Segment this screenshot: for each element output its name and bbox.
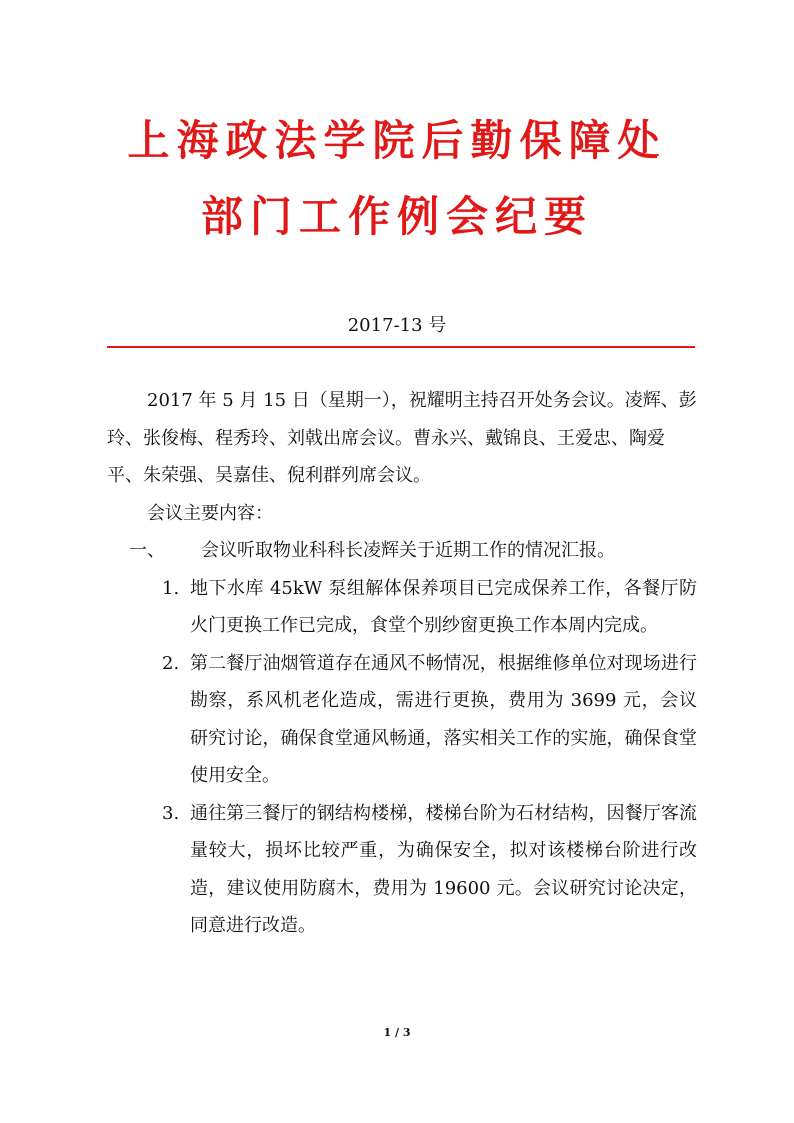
list-item xyxy=(107,795,697,945)
section-heading-text: 会议听取物业科科长凌辉关于近期工作的情况汇报。 xyxy=(201,540,615,561)
list-item xyxy=(107,645,697,795)
list-item-number: 2. xyxy=(162,652,180,674)
document-title-line-2: 部门工作例会纪要 xyxy=(200,192,593,241)
section-number: 一、 xyxy=(129,540,165,561)
page-indicator: 1 / 3 xyxy=(383,1026,411,1039)
list-item-number: 1. xyxy=(162,577,180,599)
document-number: 2017-13 号 xyxy=(347,315,447,336)
list-item xyxy=(107,570,697,645)
document-title-line-1: 上海政法学院后勤保障处 xyxy=(127,116,667,165)
red-divider-line xyxy=(107,346,695,348)
list-item-text: 第二餐厅油烟管道存在通风不畅情况，根据维修单位对现场进行勘察，系风机老化造成，需进行更换，费用为 3699 元，会议研究讨论，确保食堂通风畅通，落实相关工作的实施，确保食堂使用安全。 xyxy=(190,652,697,786)
main-content-label: 会议主要内容： xyxy=(147,502,273,524)
list-item-text: 地下水库 45kW 泵组解体保养项目已完成保养工作，各餐厅防火门更换工作已完成，食堂个别纱窗更换工作本周内完成。 xyxy=(190,577,697,636)
intro-paragraph: 2017 年 5 月 15 日（星期一），祝耀明主持召开处务会议。凌辉、彭玲、张俊梅、程秀玲、刘戟出席会议。曹永兴、戴锦良、王爱忠、陶爱平、朱荣强、吴嘉佳、倪利群列席会议。 xyxy=(107,390,697,486)
list-item-text: 通往第三餐厅的钢结构楼梯，楼梯台阶为石材结构，因餐厅客流量较大，损坏比较严重，为确保安全，拟对该楼梯台阶进行改造，建议使用防腐木，费用为 19600 元。会议研究讨论决定，同意进行改造。 xyxy=(190,802,697,936)
section-heading xyxy=(107,532,697,570)
list-item-number: 3. xyxy=(162,802,180,824)
document-body xyxy=(107,382,697,945)
